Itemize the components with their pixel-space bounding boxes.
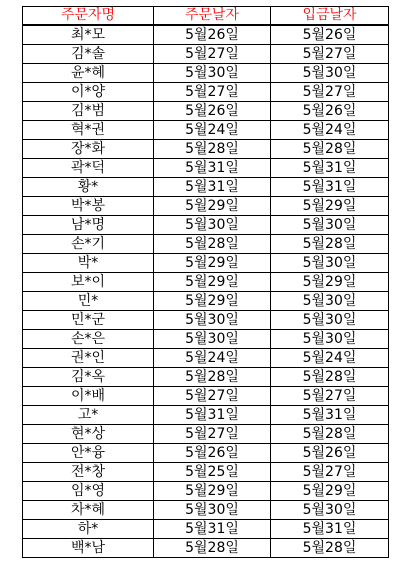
order-date-cell: 5월31일 (154, 406, 271, 425)
payment-date-cell: 5월30일 (271, 64, 389, 83)
payment-date-cell: 5월30일 (271, 501, 389, 520)
table-row (23, 425, 389, 444)
order-date-cell: 5월30일 (154, 64, 271, 83)
order-date-cell: 5월30일 (154, 311, 271, 330)
column-header-order-date: 주문날자 (154, 7, 271, 26)
table-row (23, 121, 389, 140)
order-date-cell: 5월26일 (154, 25, 271, 45)
payment-date-cell: 5월29일 (271, 273, 389, 292)
customer-name-cell: 박* (23, 254, 154, 273)
customer-name-cell: 임*영 (23, 482, 154, 501)
table-row (23, 520, 389, 539)
payment-date-cell: 5월30일 (271, 311, 389, 330)
table-row (23, 311, 389, 330)
payment-date-cell: 5월26일 (271, 25, 389, 45)
customer-name-cell: 최*모 (23, 25, 154, 45)
table-row (23, 368, 389, 387)
customer-name-cell: 차*혜 (23, 501, 154, 520)
table-row (23, 539, 389, 558)
customer-name-cell: 전*창 (23, 463, 154, 482)
payment-date-cell: 5월27일 (271, 45, 389, 64)
payment-date-cell: 5월27일 (271, 387, 389, 406)
table-row (23, 349, 389, 368)
table-row (23, 45, 389, 64)
order-date-cell: 5월26일 (154, 102, 271, 121)
table-row (23, 387, 389, 406)
payment-date-cell: 5월26일 (271, 444, 389, 463)
payment-date-cell: 5월28일 (271, 140, 389, 159)
customer-name-cell: 윤*혜 (23, 64, 154, 83)
customer-name-cell: 혁*권 (23, 121, 154, 140)
order-date-cell: 5월29일 (154, 254, 271, 273)
table-row (23, 140, 389, 159)
order-date-cell: 5월31일 (154, 520, 271, 539)
payment-date-cell: 5월28일 (271, 425, 389, 444)
column-header-payment-date: 입금날자 (271, 7, 389, 26)
order-date-cell: 5월26일 (154, 444, 271, 463)
order-date-cell: 5월25일 (154, 463, 271, 482)
order-date-cell: 5월27일 (154, 83, 271, 102)
customer-name-cell: 박*봉 (23, 197, 154, 216)
payment-date-cell: 5월31일 (271, 159, 389, 178)
customer-name-cell: 민* (23, 292, 154, 311)
payment-date-cell: 5월28일 (271, 368, 389, 387)
order-date-cell: 5월29일 (154, 292, 271, 311)
order-date-cell: 5월27일 (154, 387, 271, 406)
customer-name-cell: 손*은 (23, 330, 154, 349)
payment-date-cell: 5월31일 (271, 406, 389, 425)
order-date-cell: 5월24일 (154, 121, 271, 140)
table-row (23, 501, 389, 520)
table-row (23, 463, 389, 482)
customer-name-cell: 보*이 (23, 273, 154, 292)
customer-name-cell: 안*융 (23, 444, 154, 463)
customer-name-cell: 손*기 (23, 235, 154, 254)
payment-date-cell: 5월30일 (271, 292, 389, 311)
payment-date-cell: 5월26일 (271, 102, 389, 121)
payment-date-cell: 5월27일 (271, 463, 389, 482)
customer-name-cell: 이*배 (23, 387, 154, 406)
customer-name-cell: 김*솔 (23, 45, 154, 64)
customer-name-cell: 권*인 (23, 349, 154, 368)
order-date-cell: 5월30일 (154, 330, 271, 349)
table-row (23, 235, 389, 254)
table-row (23, 216, 389, 235)
payment-date-cell: 5월29일 (271, 482, 389, 501)
header-row (23, 7, 389, 26)
customer-name-cell: 하* (23, 520, 154, 539)
table-body (23, 25, 389, 558)
order-date-cell: 5월24일 (154, 349, 271, 368)
order-date-cell: 5월29일 (154, 273, 271, 292)
payment-date-cell: 5월30일 (271, 216, 389, 235)
order-date-cell: 5월31일 (154, 159, 271, 178)
order-date-cell: 5월29일 (154, 197, 271, 216)
order-date-cell: 5월30일 (154, 216, 271, 235)
customer-name-cell: 곽*덕 (23, 159, 154, 178)
customer-name-cell: 이*양 (23, 83, 154, 102)
table-row (23, 102, 389, 121)
order-date-cell: 5월27일 (154, 45, 271, 64)
table-row (23, 330, 389, 349)
payment-date-cell: 5월24일 (271, 121, 389, 140)
table-row (23, 25, 389, 45)
table-row (23, 254, 389, 273)
customer-name-cell: 김*옥 (23, 368, 154, 387)
payment-date-cell: 5월27일 (271, 83, 389, 102)
table-row (23, 64, 389, 83)
table-row (23, 292, 389, 311)
order-date-cell: 5월31일 (154, 178, 271, 197)
customer-name-cell: 고* (23, 406, 154, 425)
payment-date-cell: 5월24일 (271, 349, 389, 368)
payment-date-cell: 5월29일 (271, 197, 389, 216)
payment-date-cell: 5월31일 (271, 178, 389, 197)
customer-name-cell: 김*범 (23, 102, 154, 121)
table-row (23, 482, 389, 501)
customer-name-cell: 현*상 (23, 425, 154, 444)
order-date-cell: 5월28일 (154, 368, 271, 387)
order-date-cell: 5월29일 (154, 482, 271, 501)
table-row (23, 159, 389, 178)
customer-name-cell: 민*군 (23, 311, 154, 330)
table-row (23, 178, 389, 197)
payment-date-cell: 5월30일 (271, 330, 389, 349)
customer-name-cell: 백*남 (23, 539, 154, 558)
order-date-cell: 5월30일 (154, 501, 271, 520)
table-row (23, 273, 389, 292)
column-header-name: 주문자명 (23, 7, 154, 26)
order-date-cell: 5월28일 (154, 140, 271, 159)
customer-name-cell: 장*화 (23, 140, 154, 159)
customer-name-cell: 남*명 (23, 216, 154, 235)
table-row (23, 83, 389, 102)
payment-date-cell: 5월28일 (271, 235, 389, 254)
order-payment-table (22, 6, 389, 558)
order-date-cell: 5월28일 (154, 539, 271, 558)
order-date-cell: 5월27일 (154, 425, 271, 444)
customer-name-cell: 황* (23, 178, 154, 197)
table-row (23, 197, 389, 216)
payment-date-cell: 5월30일 (271, 254, 389, 273)
payment-date-cell: 5월31일 (271, 520, 389, 539)
table-row (23, 406, 389, 425)
payment-date-cell: 5월28일 (271, 539, 389, 558)
table-row (23, 444, 389, 463)
order-date-cell: 5월28일 (154, 235, 271, 254)
